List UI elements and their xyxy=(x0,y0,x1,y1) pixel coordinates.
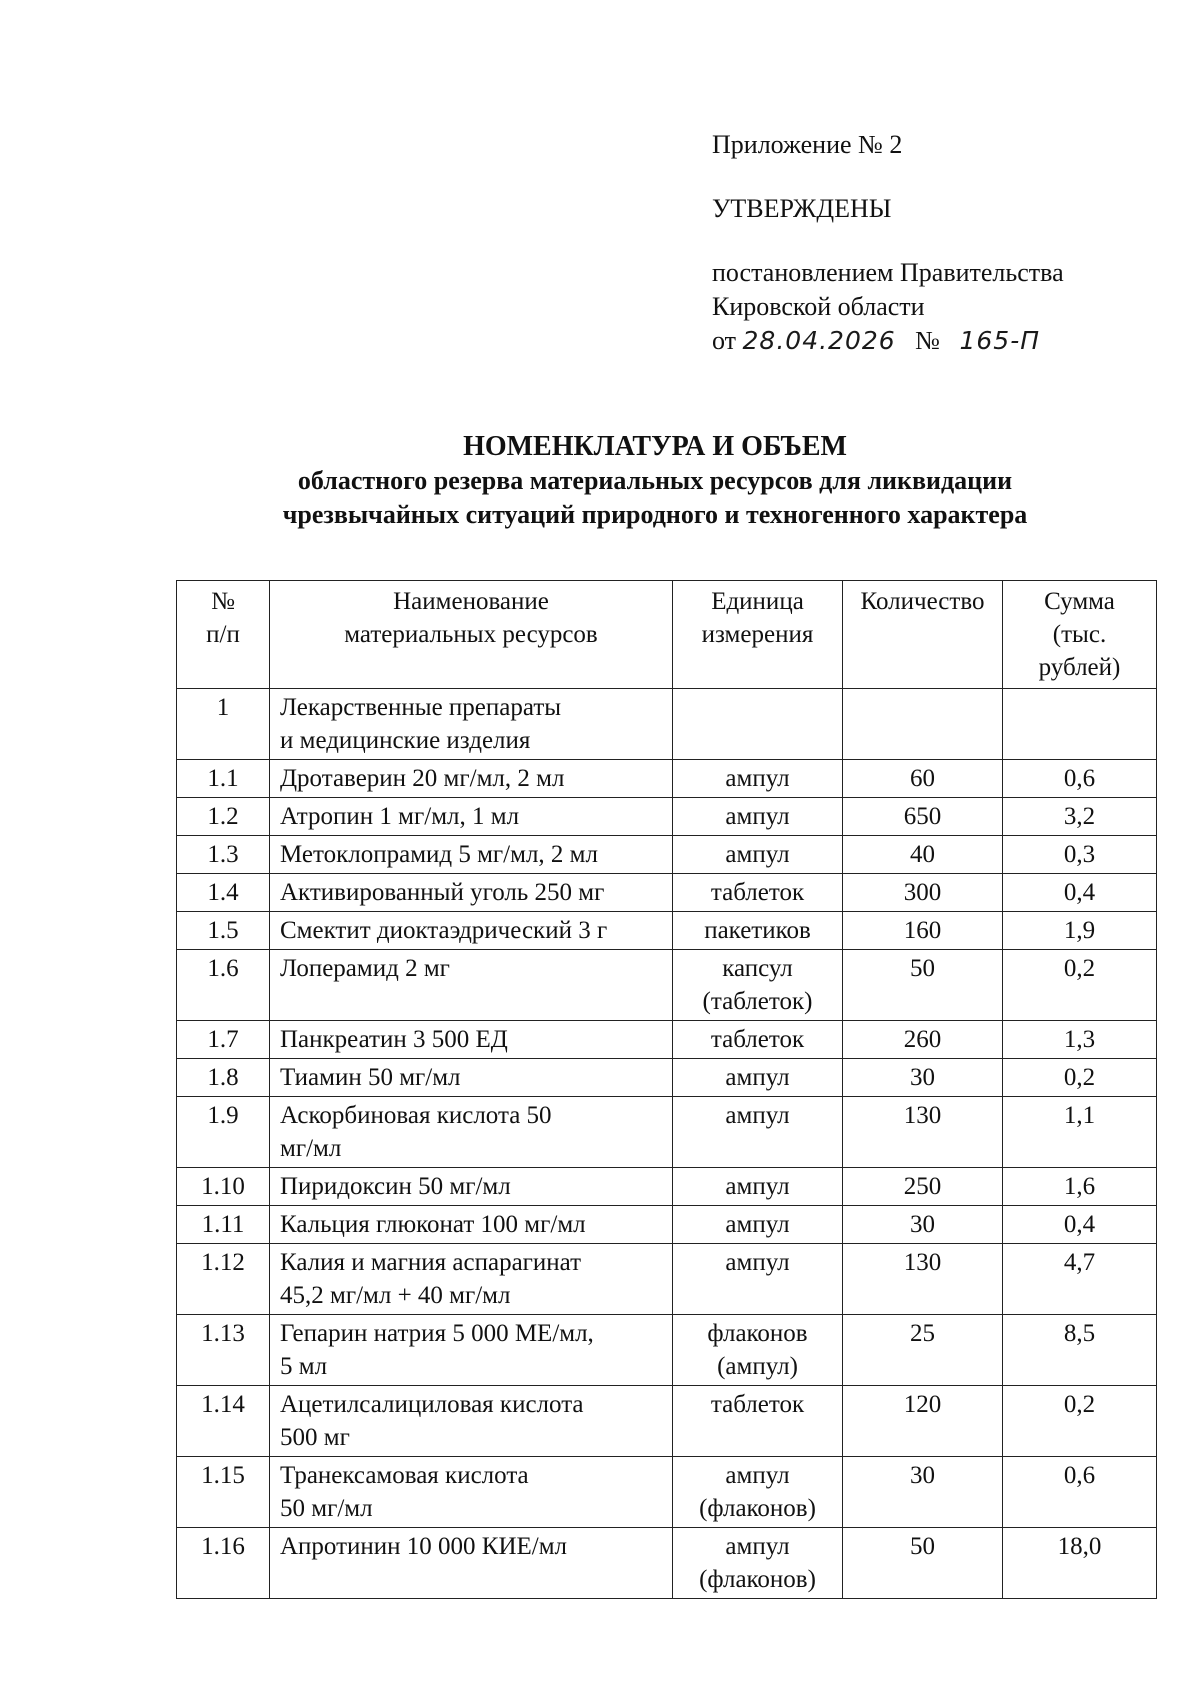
cell-name xyxy=(270,760,673,798)
cell-name xyxy=(270,1097,673,1168)
cell-num: 1.8 xyxy=(177,1059,270,1097)
cell-unit xyxy=(673,874,843,912)
cell-num: 1.14 xyxy=(177,1386,270,1457)
cell-unit-line: таблеток xyxy=(710,879,805,906)
table-header-row xyxy=(177,581,1157,689)
cell-sum: 0,3 xyxy=(1003,836,1157,874)
cell-unit xyxy=(673,1168,843,1206)
cell-unit xyxy=(673,1386,843,1457)
cell-sum: 18,0 xyxy=(1003,1528,1157,1599)
cell-unit xyxy=(673,1315,843,1386)
cell-name xyxy=(270,1386,673,1457)
cell-name xyxy=(270,1528,673,1599)
cell-sum: 0,2 xyxy=(1003,1386,1157,1457)
cell-name xyxy=(270,689,673,760)
cell-qty: 300 xyxy=(843,874,1003,912)
cell-name-line: Транексамовая кислота xyxy=(280,1462,529,1489)
cell-num: 1.12 xyxy=(177,1244,270,1315)
cell-name-line: 500 мг xyxy=(280,1424,350,1451)
cell-name-line: Гепарин натрия 5 000 МЕ/мл, xyxy=(280,1320,594,1347)
cell-unit xyxy=(673,798,843,836)
header-unit xyxy=(673,581,843,689)
cell-name xyxy=(270,1206,673,1244)
header-num-line: № xyxy=(211,588,235,615)
cell-unit-line: пакетиков xyxy=(704,917,811,944)
cell-unit-line: флаконов xyxy=(707,1320,808,1347)
decree-date-line xyxy=(712,324,1132,358)
header-sum xyxy=(1003,581,1157,689)
cell-unit-line: таблеток xyxy=(710,1026,805,1053)
document-title xyxy=(0,430,1200,532)
cell-name-line: Панкреатин 3 500 ЕД xyxy=(280,1026,508,1053)
cell-sum: 0,2 xyxy=(1003,1059,1157,1097)
cell-unit-line: ампул xyxy=(725,841,790,868)
cell-name-line: Аскорбиновая кислота 50 xyxy=(280,1102,552,1129)
cell-unit-line: (ампул) xyxy=(717,1353,798,1380)
cell-sum: 1,3 xyxy=(1003,1021,1157,1059)
cell-sum: 4,7 xyxy=(1003,1244,1157,1315)
table-row xyxy=(177,1315,1157,1386)
header-sum-line: Сумма xyxy=(1044,588,1115,615)
cell-qty: 130 xyxy=(843,1097,1003,1168)
header-qty-line: Количество xyxy=(860,588,985,615)
table-row xyxy=(177,689,1157,760)
cell-num: 1.13 xyxy=(177,1315,270,1386)
cell-unit-line: капсул xyxy=(722,955,793,982)
table-row xyxy=(177,1244,1157,1315)
cell-name xyxy=(270,1315,673,1386)
decree-line-2: Кировской области xyxy=(712,292,925,321)
cell-unit xyxy=(673,760,843,798)
cell-name-line: Ацетилсалициловая кислота xyxy=(280,1391,584,1418)
table-row xyxy=(177,1528,1157,1599)
header-unit-line: Единица xyxy=(711,588,804,615)
cell-unit-line: ампул xyxy=(725,1249,790,1276)
cell-unit xyxy=(673,1206,843,1244)
cell-name-line: Смектит диоктаэдрический 3 г xyxy=(280,917,608,944)
cell-name-line: Лоперамид 2 мг xyxy=(280,955,450,982)
cell-sum: 8,5 xyxy=(1003,1315,1157,1386)
cell-qty: 260 xyxy=(843,1021,1003,1059)
resources-table-wrap xyxy=(176,580,1156,1599)
header-qty xyxy=(843,581,1003,689)
cell-name-line: мг/мл xyxy=(280,1135,342,1162)
cell-name-line: Лекарственные препараты xyxy=(280,694,562,721)
cell-unit xyxy=(673,1021,843,1059)
cell-sum: 1,1 xyxy=(1003,1097,1157,1168)
header-num-line: п/п xyxy=(206,621,240,648)
cell-num: 1.2 xyxy=(177,798,270,836)
cell-sum: 0,6 xyxy=(1003,1457,1157,1528)
cell-sum: 3,2 xyxy=(1003,798,1157,836)
cell-name-line: и медицинские изделия xyxy=(280,727,531,754)
cell-unit-line: (флаконов) xyxy=(699,1566,816,1593)
cell-unit-line: ампул xyxy=(725,803,790,830)
date-prefix: от xyxy=(712,326,737,355)
header-unit-line: измерения xyxy=(701,621,814,648)
cell-qty: 650 xyxy=(843,798,1003,836)
cell-sum: 1,6 xyxy=(1003,1168,1157,1206)
cell-name-line: 5 мл xyxy=(280,1353,328,1380)
cell-qty: 250 xyxy=(843,1168,1003,1206)
header-sum-line: рублей) xyxy=(1038,654,1121,681)
cell-num: 1.3 xyxy=(177,836,270,874)
table-row xyxy=(177,912,1157,950)
cell-num: 1.9 xyxy=(177,1097,270,1168)
cell-sum: 0,6 xyxy=(1003,760,1157,798)
cell-name-line: 50 мг/мл xyxy=(280,1495,373,1522)
cell-name-line: Апротинин 10 000 КИЕ/мл xyxy=(280,1533,568,1560)
cell-qty: 160 xyxy=(843,912,1003,950)
cell-unit-line: ампул xyxy=(725,1462,790,1489)
cell-name xyxy=(270,950,673,1021)
cell-unit xyxy=(673,689,843,760)
cell-sum: 0,4 xyxy=(1003,874,1157,912)
cell-num: 1 xyxy=(177,689,270,760)
cell-unit xyxy=(673,1059,843,1097)
cell-num: 1.5 xyxy=(177,912,270,950)
table-row xyxy=(177,836,1157,874)
cell-qty: 120 xyxy=(843,1386,1003,1457)
cell-name-line: Активированный уголь 250 мг xyxy=(280,879,605,906)
cell-qty xyxy=(843,689,1003,760)
cell-sum xyxy=(1003,689,1157,760)
cell-unit xyxy=(673,836,843,874)
cell-name-line: Кальция глюконат 100 мг/мл xyxy=(280,1211,586,1238)
table-row xyxy=(177,1059,1157,1097)
cell-name-line: Калия и магния аспарагинат xyxy=(280,1249,582,1276)
cell-name xyxy=(270,1168,673,1206)
table-row xyxy=(177,950,1157,1021)
handwritten-date: 28.04.2026 xyxy=(742,326,896,355)
cell-name xyxy=(270,912,673,950)
header-name xyxy=(270,581,673,689)
cell-unit xyxy=(673,1244,843,1315)
table-body xyxy=(177,689,1157,1599)
cell-name-line: Метоклопрамид 5 мг/мл, 2 мл xyxy=(280,841,598,868)
cell-name xyxy=(270,1457,673,1528)
header-name-line: Наименование xyxy=(393,588,549,615)
cell-unit xyxy=(673,1097,843,1168)
cell-unit xyxy=(673,1457,843,1528)
cell-num: 1.6 xyxy=(177,950,270,1021)
cell-unit xyxy=(673,950,843,1021)
header-num xyxy=(177,581,270,689)
title-line-1: НОМЕНКЛАТУРА И ОБЪЕМ xyxy=(463,431,847,462)
cell-unit-line: ампул xyxy=(725,1211,790,1238)
cell-sum: 0,4 xyxy=(1003,1206,1157,1244)
cell-name xyxy=(270,1059,673,1097)
cell-qty: 25 xyxy=(843,1315,1003,1386)
cell-unit-line: ампул xyxy=(725,765,790,792)
table-row xyxy=(177,1168,1157,1206)
table-row xyxy=(177,1386,1157,1457)
table-row xyxy=(177,874,1157,912)
cell-num: 1.15 xyxy=(177,1457,270,1528)
table-row xyxy=(177,1021,1157,1059)
title-line-2: областного резерва материальных ресурсов для ликвидации xyxy=(297,466,1013,495)
cell-unit-line: ампул xyxy=(725,1102,790,1129)
resources-table xyxy=(176,580,1157,1599)
cell-qty: 30 xyxy=(843,1457,1003,1528)
appendix-label: Приложение № 2 xyxy=(712,130,903,159)
cell-unit-line: таблеток xyxy=(710,1391,805,1418)
cell-sum: 0,2 xyxy=(1003,950,1157,1021)
cell-name-line: Атропин 1 мг/мл, 1 мл xyxy=(280,803,520,830)
cell-sum: 1,9 xyxy=(1003,912,1157,950)
cell-unit xyxy=(673,1528,843,1599)
table-row xyxy=(177,1457,1157,1528)
cell-name-line: 45,2 мг/мл + 40 мг/мл xyxy=(280,1282,511,1309)
header-name-line: материальных ресурсов xyxy=(344,621,598,648)
table-row xyxy=(177,760,1157,798)
cell-unit-line: ампул xyxy=(725,1533,790,1560)
cell-name-line: Дротаверин 20 мг/мл, 2 мл xyxy=(280,765,565,792)
cell-qty: 30 xyxy=(843,1059,1003,1097)
cell-num: 1.11 xyxy=(177,1206,270,1244)
cell-num: 1.4 xyxy=(177,874,270,912)
cell-name xyxy=(270,1244,673,1315)
cell-unit-line: (флаконов) xyxy=(699,1495,816,1522)
cell-qty: 60 xyxy=(843,760,1003,798)
table-row xyxy=(177,798,1157,836)
cell-num: 1.1 xyxy=(177,760,270,798)
decree-line-1: постановлением Правительства xyxy=(712,258,1064,287)
cell-name xyxy=(270,798,673,836)
cell-qty: 30 xyxy=(843,1206,1003,1244)
cell-num: 1.16 xyxy=(177,1528,270,1599)
cell-name-line: Тиамин 50 мг/мл xyxy=(280,1064,461,1091)
approved-label: УТВЕРЖДЕНЫ xyxy=(712,194,892,223)
number-prefix: № xyxy=(915,326,940,355)
cell-name xyxy=(270,836,673,874)
cell-name xyxy=(270,1021,673,1059)
cell-qty: 50 xyxy=(843,950,1003,1021)
cell-name-line: Пиридоксин 50 мг/мл xyxy=(280,1173,511,1200)
cell-unit xyxy=(673,912,843,950)
header-sum-line: (тыс. xyxy=(1052,621,1107,648)
cell-num: 1.7 xyxy=(177,1021,270,1059)
cell-qty: 130 xyxy=(843,1244,1003,1315)
cell-unit-line: (таблеток) xyxy=(702,988,813,1015)
cell-unit-line: ампул xyxy=(725,1064,790,1091)
title-line-3: чрезвычайных ситуаций природного и техногенного характера xyxy=(282,500,1028,529)
table-row xyxy=(177,1206,1157,1244)
cell-name xyxy=(270,874,673,912)
approval-block xyxy=(712,128,1132,358)
cell-qty: 40 xyxy=(843,836,1003,874)
cell-num: 1.10 xyxy=(177,1168,270,1206)
cell-qty: 50 xyxy=(843,1528,1003,1599)
cell-unit-line: ампул xyxy=(725,1173,790,1200)
table-row xyxy=(177,1097,1157,1168)
handwritten-number: 165-П xyxy=(959,326,1041,355)
